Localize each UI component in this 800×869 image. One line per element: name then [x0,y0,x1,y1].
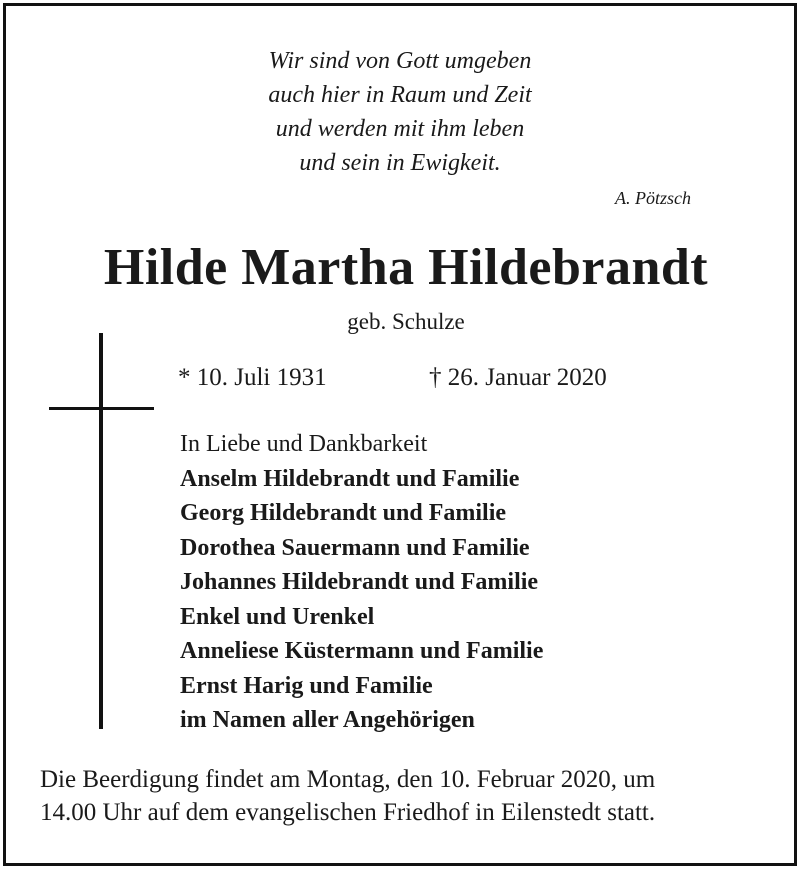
poem-author: A. Pötzsch [615,188,691,208]
mourner-name: Anneliese Küstermann und Familie [180,638,544,664]
mourner-name: Ernst Harig und Familie [180,672,433,699]
mourner-name: im Namen aller Angehörigen [180,707,475,733]
death-date: † 26. Januar 2020 [429,364,607,391]
mourner-name: Dorothea Sauermann und Familie [180,534,530,561]
birth-date: * 10. Juli 1931 [178,364,327,391]
mourners-intro: In Liebe und Dankbarkeit [180,431,428,457]
poem [6,44,794,180]
mourner-name: Johannes Hildebrandt und Familie [180,569,539,595]
cross-icon [99,333,103,729]
poem-line: auch hier in Raum und Zeit [268,82,532,108]
funeral-notice-line: 14.00 Uhr auf dem evangelischen Friedhof in Eilenstedt statt. [40,799,656,826]
mourner-name: Georg Hildebrandt und Familie [180,500,507,526]
poem-line: Wir sind von Gott umgeben [268,48,532,74]
deceased-name: Hilde Martha Hildebrandt [103,239,709,296]
funeral-notice-line: Die Beerdigung findet am Montag, den 10. Februar 2020, um [40,766,656,793]
mourners-list [180,427,543,738]
birth-name: geb. Schulze [347,309,465,334]
mourner-name: Enkel und Urenkel [180,603,375,630]
funeral-notice [40,763,780,829]
cross-icon-bar [49,407,154,410]
poem-line: und sein in Ewigkeit. [299,150,501,176]
obituary-frame [3,3,797,866]
poem-line: und werden mit ihm leben [275,116,525,142]
mourner-name: Anselm Hildebrandt und Familie [180,465,520,492]
